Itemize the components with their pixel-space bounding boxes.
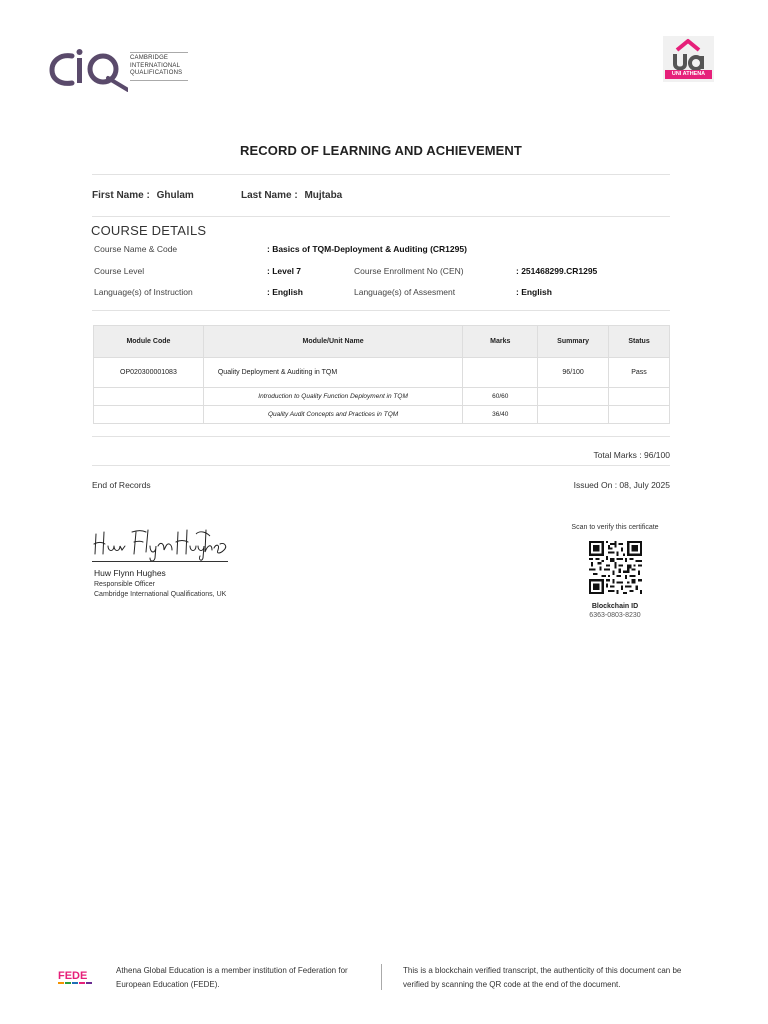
first-name-value: Ghulam [156, 190, 194, 201]
unit-summary [538, 388, 609, 406]
unit-summary [538, 406, 609, 424]
header-module-code: Module Code [94, 326, 204, 358]
fede-membership-text: Athena Global Education is a member institution of Federation for European Education (FEDE). [116, 966, 348, 989]
page-title: RECORD OF LEARNING AND ACHIEVEMENT [240, 143, 522, 158]
header-summary: Summary [538, 326, 609, 358]
module-name: Quality Deployment & Auditing in TQM [203, 358, 462, 388]
ciq-line-3: QUALIFICATIONS [130, 70, 183, 76]
first-name [92, 190, 194, 201]
table-row [94, 406, 670, 424]
divider [92, 436, 670, 437]
signature-line [92, 561, 228, 562]
issued-on: Issued On : 08, July 2025 [573, 480, 670, 490]
signature-image [92, 520, 230, 562]
divider [92, 465, 670, 466]
first-name-label: First Name : [92, 190, 150, 201]
divider [92, 216, 670, 217]
last-name [241, 190, 342, 201]
instruction-language-label: Language(s) of Instruction [94, 287, 193, 297]
unit-marks: 60/60 [463, 388, 538, 406]
course-name-value: : Basics of TQM-Deployment & Auditing (CR1295) [267, 244, 467, 254]
fede-logo [58, 966, 94, 988]
table-row [94, 388, 670, 406]
ciq-logo [48, 46, 188, 92]
header-marks: Marks [463, 326, 538, 358]
uni-athena-label: UNI ATHENA [665, 70, 712, 79]
ciq-line-1: CAMBRIDGE [130, 55, 169, 61]
unit-name: Quality Audit Concepts and Practices in TQM [203, 406, 462, 424]
uni-athena-logo-mark [663, 36, 714, 74]
unit-code [94, 406, 204, 424]
course-level-label: Course Level [94, 266, 145, 276]
unit-name: Introduction to Quality Function Deployment in TQM [203, 388, 462, 406]
last-name-value: Mujtaba [304, 190, 343, 201]
uni-athena-logo [663, 36, 714, 82]
module-summary: 96/100 [538, 358, 609, 388]
footer-divider [381, 964, 382, 990]
svg-text:FEDE [58, 970, 87, 982]
blockchain-id-label: Blockchain ID [591, 603, 639, 610]
unit-status [609, 406, 670, 424]
ciq-logo-mark [48, 46, 128, 92]
module-code: OP020300001083 [94, 358, 204, 388]
divider [92, 310, 670, 311]
blockchain-verification-text: This is a blockchain verified transcript, the authenticity of this document can be verified by scanning the QR code at the end of the document. [403, 966, 682, 989]
ciq-line-2: INTERNATIONAL [130, 62, 181, 69]
last-name-label: Last Name : [241, 190, 298, 201]
unit-status [609, 388, 670, 406]
signer-organization: Cambridge International Qualifications, UK [94, 591, 227, 598]
table-row [94, 358, 670, 388]
course-level-value: : Level 7 [267, 266, 302, 276]
assessment-language-value: : English [516, 287, 552, 297]
instruction-language-value: : English [267, 287, 303, 297]
divider [92, 174, 670, 175]
fede-logo-text: FEDE [58, 970, 88, 982]
module-table [93, 325, 670, 424]
ciq-wordmark [130, 52, 188, 81]
course-details-title: COURSE DETAILS [91, 223, 207, 238]
qr-code[interactable] [589, 541, 642, 594]
total-marks: Total Marks : 96/100 [593, 450, 670, 460]
signer-name: Huw Flynn Hughes [94, 568, 166, 578]
unit-code [94, 388, 204, 406]
assessment-language-label: Language(s) of Assesment [354, 287, 456, 297]
cen-value: : 251468299.CR1295 [516, 266, 598, 276]
course-name-label: Course Name & Code [94, 244, 178, 254]
module-status: Pass [609, 358, 670, 388]
header-status: Status [609, 326, 670, 358]
cen-label: Course Enrollment No (CEN) [354, 266, 464, 276]
scan-instruction: Scan to verify this certificate [571, 524, 659, 531]
module-marks [463, 358, 538, 388]
header-module-name: Module/Unit Name [203, 326, 462, 358]
table-header-row [94, 326, 670, 358]
end-of-records: End of Records [92, 480, 151, 490]
blockchain-id-value: 6363-0803-8230 [589, 612, 641, 619]
unit-marks: 36/40 [463, 406, 538, 424]
signer-role: Responsible Officer [94, 581, 155, 588]
